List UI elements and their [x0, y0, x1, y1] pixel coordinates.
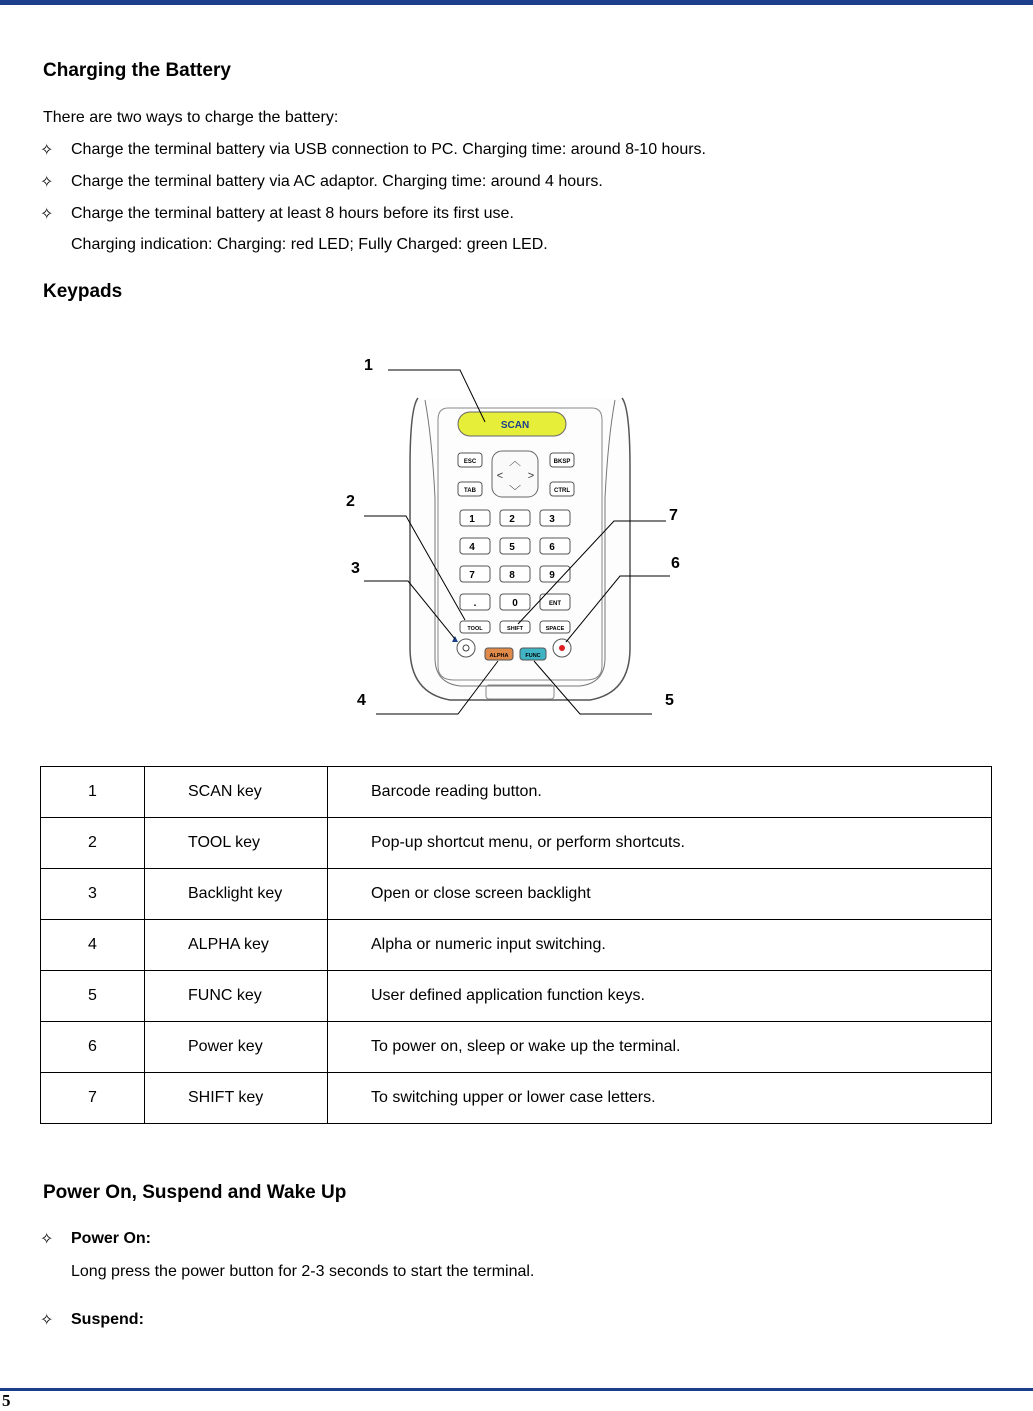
digit-key: [500, 566, 530, 582]
alpha-key-label: ALPHA: [489, 653, 509, 659]
key-name: FUNC key: [145, 971, 328, 1022]
callout-number: 4: [357, 692, 366, 709]
key-number: 3: [41, 869, 145, 920]
bullet-star-icon: ✧: [40, 1312, 54, 1329]
space-key-label: SPACE: [545, 626, 565, 632]
digit-key-label: 6: [549, 542, 555, 553]
func-key-label: FUNC: [525, 653, 541, 659]
scan-key-label: SCAN: [500, 420, 530, 431]
key-name: SHIFT key: [145, 1073, 328, 1124]
table-row: [41, 818, 992, 869]
table-row: [41, 1022, 992, 1073]
key-number: 2: [41, 818, 145, 869]
digit-key: [540, 538, 570, 554]
key-description: User defined application function keys.: [328, 971, 992, 1022]
callout-number: 7: [669, 507, 678, 524]
key-name: TOOL key: [145, 818, 328, 869]
table-row: [41, 1073, 992, 1124]
charging-bullet: Charge the terminal battery via AC adaptor. Charging time: around 4 hours.: [71, 173, 603, 190]
power-on-text: Long press the power button for 2-3 seconds to start the terminal.: [71, 1263, 535, 1280]
bullet-star-icon: ✧: [40, 206, 54, 223]
keypad-diagram: [340, 348, 700, 720]
power-on-label: Power On:: [71, 1230, 152, 1247]
dot-key-label: .: [473, 598, 477, 609]
digit-key: [460, 538, 490, 554]
digit-key-label: 1: [469, 514, 475, 525]
bullet-star-icon: ✧: [40, 174, 54, 191]
svg-text:︿: ︿: [508, 454, 522, 468]
digit-key-label: 9: [549, 570, 555, 581]
page-number: 5: [2, 1391, 11, 1410]
svg-text:<: <: [496, 470, 504, 482]
digit-key: [540, 566, 570, 582]
key-description: To switching upper or lower case letters.: [328, 1073, 992, 1124]
digit-key-label: 0: [512, 598, 518, 609]
svg-text:﹀: ﹀: [508, 484, 522, 498]
ent-key-label: ENT: [549, 601, 561, 607]
section-title-charging: Charging the Battery: [43, 60, 231, 81]
key-name: Power key: [145, 1022, 328, 1073]
charging-bullet: Charge the terminal battery at least 8 hours before its first use.: [71, 205, 514, 222]
digit-key-label: 8: [509, 570, 515, 581]
table-row: [41, 920, 992, 971]
key-name: SCAN key: [145, 767, 328, 818]
bullet-star-icon: ✧: [40, 142, 54, 159]
tab-key-label: TAB: [464, 488, 476, 494]
tool-key-label: TOOL: [467, 626, 483, 632]
section-title-keypads: Keypads: [43, 281, 123, 302]
table-row: [41, 869, 992, 920]
digit-key: [540, 510, 570, 526]
backlight-key: [457, 639, 475, 657]
digit-key-label: 5: [509, 542, 515, 553]
table-row: [41, 971, 992, 1022]
svg-text:>: >: [527, 470, 535, 482]
table-row: [41, 767, 992, 818]
esc-key-label: ESC: [463, 459, 477, 465]
digit-key-label: 7: [469, 570, 475, 581]
key-description: To power on, sleep or wake up the terminal.: [328, 1022, 992, 1073]
key-number: 7: [41, 1073, 145, 1124]
key-number: 5: [41, 971, 145, 1022]
section-title-power: Power On, Suspend and Wake Up: [43, 1182, 347, 1203]
charging-intro: There are two ways to charge the battery:: [43, 109, 339, 126]
digit-key-label: 2: [509, 514, 515, 525]
ctrl-key-label: CTRL: [554, 488, 570, 494]
key-name: Backlight key: [145, 869, 328, 920]
bksp-key-label: BKSP: [553, 459, 571, 465]
charging-indication: Charging indication: Charging: red LED; Fully Charged: green LED.: [71, 236, 548, 253]
digit-key-label: 3: [549, 514, 555, 525]
digit-key: [460, 510, 490, 526]
callout-number: 5: [665, 692, 674, 709]
key-name: ALPHA key: [145, 920, 328, 971]
key-description: Pop-up shortcut menu, or perform shortcuts.: [328, 818, 992, 869]
callout-number: 3: [351, 560, 360, 577]
footer-rule: [0, 1388, 1033, 1391]
callout-number: 6: [671, 555, 680, 572]
digit-key: [500, 510, 530, 526]
keypad-table: [40, 766, 992, 1124]
key-number: 4: [41, 920, 145, 971]
key-description: Open or close screen backlight: [328, 869, 992, 920]
key-description: Barcode reading button.: [328, 767, 992, 818]
bullet-star-icon: ✧: [40, 1231, 54, 1248]
digit-key-label: 4: [469, 542, 475, 553]
shift-key-label: SHIFT: [507, 626, 523, 632]
suspend-label: Suspend:: [71, 1311, 144, 1328]
digit-key: [460, 566, 490, 582]
digit-key: [500, 538, 530, 554]
key-number: 1: [41, 767, 145, 818]
key-description: Alpha or numeric input switching.: [328, 920, 992, 971]
header-rule: [0, 0, 1033, 5]
callout-number: 2: [346, 493, 355, 510]
key-number: 6: [41, 1022, 145, 1073]
charging-bullet: Charge the terminal battery via USB connection to PC. Charging time: around 8-10 hours.: [71, 141, 706, 158]
callout-number: 1: [364, 357, 373, 374]
